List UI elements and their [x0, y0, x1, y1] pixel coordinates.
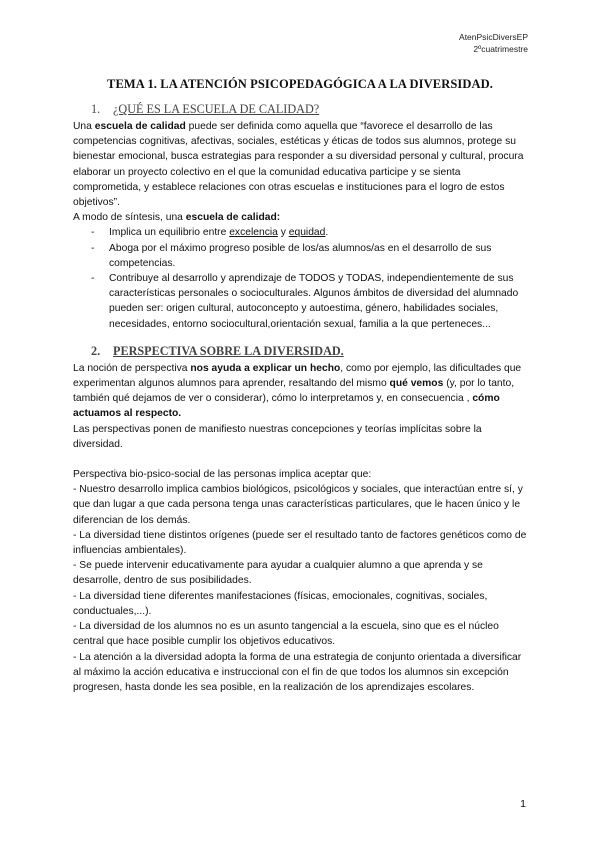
- section-2-heading: [91, 342, 527, 361]
- section-2-paragraph: [73, 361, 527, 422]
- text-run: , como por ejemplo, las dificultades que experimentan algunos alumnos para aprender, resaltando del mismo: [73, 362, 522, 390]
- document-body: [73, 100, 527, 695]
- bold-term: escuela de calidad: [94, 121, 186, 132]
- section-1-heading: [91, 100, 527, 119]
- page-header: [459, 31, 528, 55]
- text-run: .: [325, 227, 329, 239]
- perspective-point: - La diversidad tiene diferentes manifestaciones (físicas, emocionales, cognitivas, sociales, conductuales,...).: [73, 590, 488, 617]
- text-run: A modo de síntesis, una: [73, 212, 186, 224]
- section-1-title: ¿QUÉ ES LA ESCUELA DE CALIDAD?: [113, 102, 320, 116]
- header-term: 2ºcuatrimestre: [473, 44, 528, 54]
- underlined-term: excelencia: [229, 227, 278, 239]
- perspective-intro: Perspectiva bio-psico-social de las personas implica aceptar que:: [73, 469, 372, 481]
- section-1-summary: [73, 210, 527, 225]
- bold-term: escuela de calidad:: [185, 212, 281, 224]
- text-run: (y, por lo tanto, también qué dejamos de ver o considerar), cómo lo interpretamos y, en consecuencia ,: [73, 378, 515, 405]
- text-run: Implica un equilibrio entre: [109, 227, 230, 239]
- bold-term: cómo actuamos al respecto.: [73, 393, 500, 420]
- section-2-number: 2.: [91, 343, 101, 358]
- list-item: [91, 225, 527, 240]
- page-number: 1: [520, 798, 526, 810]
- section-1-number: 1.: [91, 102, 101, 116]
- perspective-point: - La atención a la diversidad adopta la forma de una estrategia de conjunto orientada a diversificar al máximo la acción educativa e instruccional con el fin de que todos los alumnos sin excepción progresen, hasta donde les sea posible, en la realización de los aprendizajes escolares.: [73, 651, 522, 693]
- bold-term: qué vemos: [389, 378, 444, 390]
- section-2-title: PERSPECTIVA SOBRE LA DIVERSIDAD.: [113, 343, 344, 358]
- text-run: y: [277, 227, 289, 239]
- section-2-paragraph-2: Las perspectivas ponen de manifiesto nuestras concepciones y teorías implícitas sobre la diversidad.: [73, 423, 482, 450]
- perspective-point: - Nuestro desarrollo implica cambios biológicos, psicológicos y sociales, que interactúan entre sí, y que dan lugar a que cada persona tenga unas características particulares, que le hacen único y le diferencian de los demás.: [73, 484, 523, 526]
- header-course-code: AtenPsicDiversEP: [459, 32, 528, 42]
- perspective-point: - La diversidad tiene distintos orígenes (puede ser el resultado tanto de factores genéticos como de influencias ambientales).: [73, 529, 527, 557]
- underlined-term: equidad: [288, 227, 326, 239]
- text-run: La noción de perspectiva: [73, 362, 191, 374]
- bold-term: nos ayuda a explicar un hecho: [190, 362, 341, 374]
- section-1-paragraph: [73, 119, 527, 210]
- quality-school-list: [73, 225, 527, 331]
- list-item: - Aboga por el máximo progreso posible de los/as alumnos/as en el desarrollo de sus competencias.: [91, 241, 527, 271]
- perspective-point: - Se puede intervenir educativamente para ayudar a cualquier alumno a que aprenda y se desarrolle, dentro de sus posibilidades.: [73, 560, 483, 587]
- perspective-point: - La diversidad de los alumnos no es un asunto tangencial a la escuela, sino que es el núcleo central que hace posible cumplir los objetivos educativos.: [73, 621, 499, 648]
- list-item: - Contribuye al desarrollo y aprendizaje de TODOS y TODAS, independientemente de sus características personales o socioculturales. Algunos ámbitos de diversidad del alumnado pueden ser: origen cultural, autoconcepto y autoestima, género, habilidades sociales, necesidades, entorno sociocultural,orientación sexual, familia a la que perteneces...: [91, 271, 527, 332]
- page-title: TEMA 1. LA ATENCIÓN PSICOPEDAGÓGICA A LA DIVERSIDAD.: [107, 77, 493, 91]
- text-run: puede ser definida como aquella que “favorece el desarrollo de las competencias cognitivas, afectivas, sociales, estéticas y éticas de todos sus alumnos, protege su bienestar emocional, busca estrategias para responder a su diversidad personal y cultural, procura elaborar un proyecto colectivo en el que la comunidad educativa participe y se sienta comprometida, y establece relaciones con otras escuelas e instituciones para el logro de estos objetivos”.: [73, 121, 524, 209]
- text-run: Una: [73, 121, 95, 132]
